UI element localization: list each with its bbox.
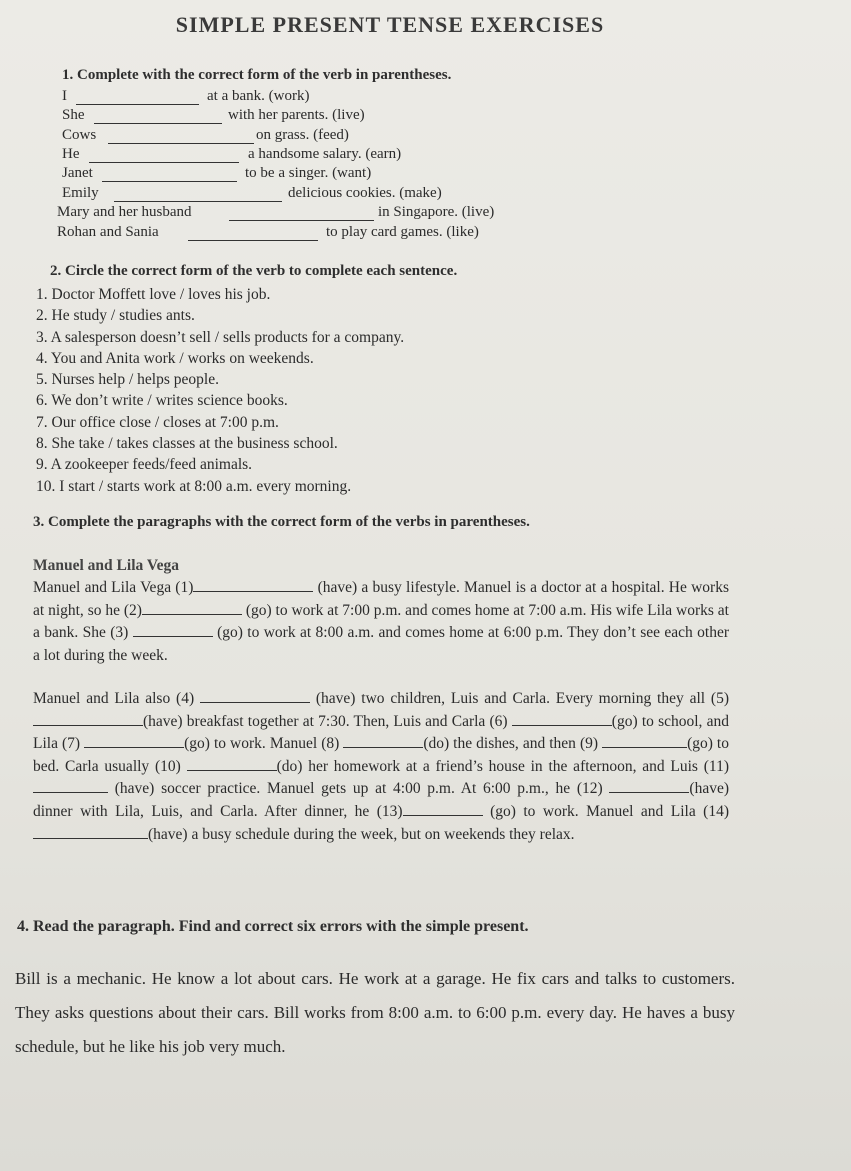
answer-blank-2[interactable] — [142, 602, 242, 615]
answer-blank-6[interactable] — [512, 713, 612, 726]
list-item[interactable]: 3. A salesperson doesn’t sell / sells products for a company. — [36, 328, 405, 346]
paragraph-title: Manuel and Lila Vega — [33, 557, 179, 574]
subject: Cows — [62, 127, 97, 143]
answer-blank[interactable] — [76, 92, 199, 105]
para-text: (go) to bed. Carla usually (10) — [33, 735, 729, 775]
subject: She — [62, 107, 85, 123]
section3-paragraph-1 — [33, 577, 729, 667]
section2-heading: 2. Circle the correct form of the verb to complete each sentence. — [50, 263, 458, 279]
prompt: with her parents. (live) — [228, 107, 365, 123]
para-text: (have) dinner with Lila, Luis, and Carla. After dinner, he (13) — [33, 780, 729, 820]
prompt: to play card games. (like) — [326, 224, 479, 240]
answer-blank[interactable] — [229, 208, 374, 221]
para-text: (do) her homework at a friend’s house in the afternoon, and Luis (11) — [276, 757, 730, 775]
list-item[interactable]: 2. He study / studies ants. — [36, 307, 195, 325]
answer-blank-13[interactable] — [403, 803, 483, 816]
section3-heading: 3. Complete the paragraphs with the correct form of the verbs in parentheses. — [33, 514, 530, 530]
section3-paragraph-2 — [33, 688, 729, 846]
subject: Janet — [62, 165, 93, 181]
answer-blank-14[interactable] — [33, 826, 148, 839]
list-item[interactable]: 6. We don’t write / writes science books. — [36, 392, 288, 410]
para-text: (go) to work at 7:00 p.m. and comes home at 7:00 a.m. His wife Lila works at a bank. She (3) — [33, 601, 729, 642]
answer-blank-5[interactable] — [33, 713, 143, 726]
answer-blank-10[interactable] — [187, 758, 277, 771]
answer-blank-12[interactable] — [609, 780, 689, 793]
answer-blank-1[interactable] — [193, 579, 313, 592]
para-text: (have) breakfast together at 7:30. Then, Luis and Carla (6) — [143, 712, 512, 730]
para-text: (have) a busy schedule during the week, but on weekends they relax. — [148, 825, 575, 843]
list-item[interactable]: 9. A zookeeper feeds/feed animals. — [36, 456, 253, 474]
para-text: (go) to work. Manuel and Lila (14) — [482, 802, 729, 820]
prompt: delicious cookies. (make) — [288, 185, 442, 201]
answer-blank-9[interactable] — [602, 735, 687, 748]
para-text: (have) soccer practice. Manuel gets up at 4:00 p.m. At 6:00 p.m., he (12) — [108, 780, 610, 798]
subject: Emily — [62, 185, 99, 201]
answer-blank-3[interactable] — [133, 624, 213, 637]
list-item[interactable]: 7. Our office close / closes at 7:00 p.m. — [36, 413, 279, 431]
subject: Mary and her husband — [57, 204, 192, 220]
list-item[interactable]: 4. You and Anita work / works on weekends. — [36, 349, 314, 367]
answer-blank[interactable] — [188, 228, 318, 241]
answer-blank[interactable] — [102, 169, 237, 182]
subject: Rohan and Sania — [57, 224, 159, 240]
prompt: on grass. (feed) — [256, 127, 349, 143]
answer-blank-4[interactable] — [200, 690, 310, 703]
answer-blank-11[interactable] — [33, 780, 108, 793]
prompt: a handsome salary. (earn) — [248, 146, 402, 162]
list-item[interactable]: 5. Nurses help / helps people. — [36, 371, 219, 389]
section2-list — [36, 286, 404, 499]
subject: I — [62, 88, 67, 104]
para-text: (go) to school, and Lila (7) — [33, 712, 729, 753]
para-text: (have) two children, Luis and Carla. Every morning they all (5) — [309, 690, 729, 707]
answer-blank[interactable] — [89, 150, 239, 163]
para-text: (go) to work at 8:00 a.m. and comes home at 6:00 p.m. They don’t see each other a lot during the week. — [33, 624, 729, 664]
answer-blank[interactable] — [94, 111, 222, 124]
para-text: (go) to work. Manuel (8) — [184, 735, 344, 753]
section4-heading: 4. Read the paragraph. Find and correct six errors with the simple present. — [17, 918, 529, 935]
prompt: in Singapore. (live) — [378, 204, 495, 220]
answer-blank-8[interactable] — [343, 735, 423, 748]
list-item[interactable]: 8. She take / takes classes at the business school. — [36, 435, 338, 453]
para-text: Manuel and Lila Vega (1) — [33, 579, 194, 596]
section1-heading: 1. Complete with the correct form of the verb in parentheses. — [62, 67, 452, 83]
page-title: SIMPLE PRESENT TENSE EXERCISES — [175, 12, 605, 37]
section4-paragraph: Bill is a mechanic. He know a lot about cars. He work at a garage. He fix cars and talks to customers. They asks questions about their cars. Bill works from 8:00 a.m. to 6:00 p.m. every day. He haves a busy schedule, but he like his job very much. — [15, 969, 735, 1056]
prompt: to be a singer. (want) — [245, 165, 372, 181]
answer-blank[interactable] — [114, 189, 282, 202]
para-text: (have) a busy lifestyle. Manuel is a doctor at a hospital. He works at night, so he (2) — [33, 579, 729, 619]
prompt: at a bank. (work) — [207, 88, 310, 104]
para-text: Manuel and Lila also (4) — [33, 690, 200, 707]
subject: He — [62, 146, 80, 162]
answer-blank[interactable] — [108, 131, 254, 144]
answer-blank-7[interactable] — [84, 735, 184, 748]
list-item[interactable]: 1. Doctor Moffett love / loves his job. — [36, 286, 271, 303]
para-text: (do) the dishes, and then (9) — [423, 735, 603, 753]
list-item[interactable]: 10. I start / starts work at 8:00 a.m. every morning. — [36, 477, 352, 495]
